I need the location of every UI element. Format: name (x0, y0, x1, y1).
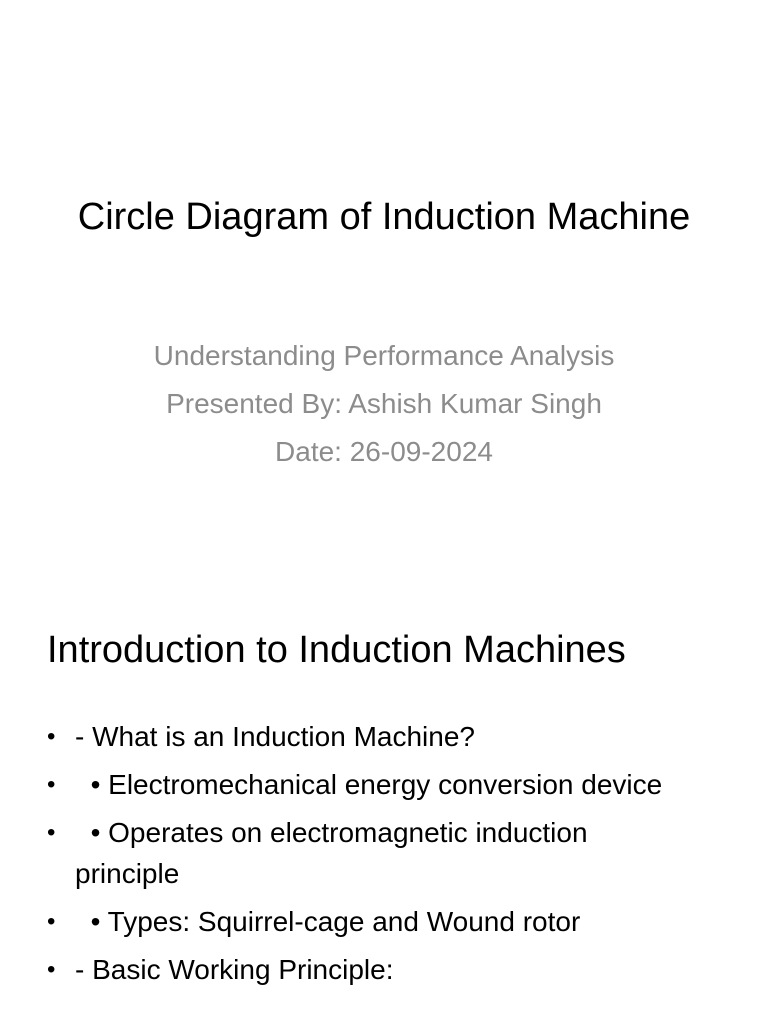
bullet-text: - Basic Working Principle: (75, 954, 394, 985)
bullet-list (47, 716, 687, 997)
bullet-text: • Types: Squirrel-cage and Wound rotor (75, 906, 581, 937)
bullet-text: • Electromechanical energy conversion device (75, 769, 663, 800)
bullet-item (47, 949, 687, 990)
bullet-item (47, 812, 687, 894)
subtitle-date: Date: 26-09-2024 (275, 436, 493, 467)
bullet-icon: • (47, 771, 56, 798)
bullet-icon: • (47, 956, 56, 983)
content-slide (0, 576, 768, 1024)
subtitle-topic: Understanding Performance Analysis (153, 340, 615, 371)
bullet-icon: • (47, 908, 56, 935)
slide-subtitle (60, 332, 708, 476)
content-slide-title: Introduction to Induction Machines (47, 629, 626, 671)
bullet-text: - What is an Induction Machine? (75, 721, 475, 752)
slide-title: Circle Diagram of Induction Machine (77, 196, 691, 238)
bullet-text: • Operates on electromagnetic induction principle (75, 817, 596, 889)
subtitle-presenter: Presented By: Ashish Kumar Singh (166, 388, 602, 419)
bullet-icon: • (47, 723, 56, 750)
bullet-item (47, 716, 687, 757)
bullet-icon: • (47, 819, 56, 846)
bullet-item (47, 901, 687, 942)
bullet-item (47, 764, 687, 805)
